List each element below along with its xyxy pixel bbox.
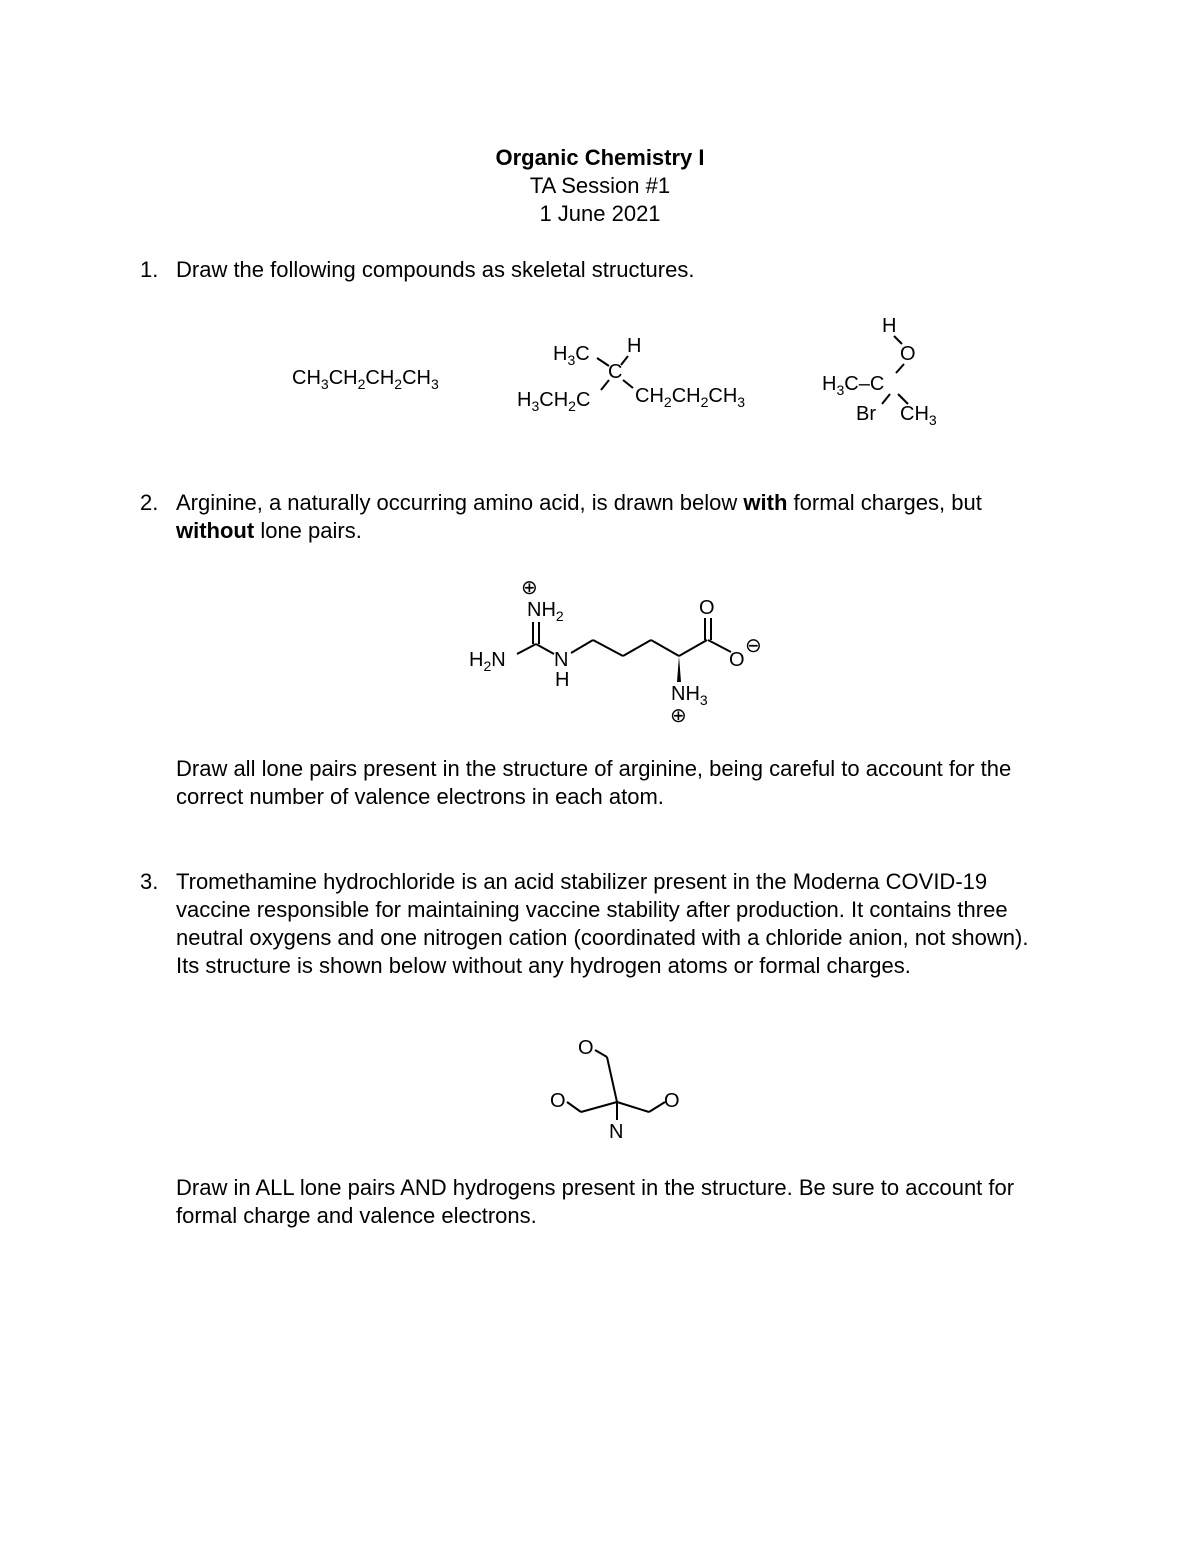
- svg-text:NH3: $NH_3$: [671, 683, 708, 708]
- tromethamine-structure: [545, 1030, 695, 1145]
- question-text: Tromethamine hydrochloride is an acid stabilizer present in the Moderna COVID-19 vaccine responsible for maintaining vaccine stability after production. It contains three neutral oxygens and one nitrogen cation (coordinated with a chloride anion, not shown). Its structure is shown below without any hydrogen atoms or formal charges.: [176, 869, 1029, 978]
- svg-text:CH2CH2CH3: $CH_2CH_2CH_3$: [635, 385, 746, 410]
- svg-text:N: N: [554, 649, 569, 671]
- question-number: 2.: [140, 490, 159, 515]
- svg-text:O: O: [900, 343, 916, 365]
- svg-text:H: H: [555, 669, 570, 691]
- svg-text:C: C: [608, 361, 623, 383]
- session-label: TA Session #1: [529, 173, 671, 198]
- branched-alkane-structure: [515, 330, 775, 420]
- svg-text:CH3: $CH_3$: [900, 403, 937, 428]
- svg-text:O: O: [664, 1090, 680, 1112]
- document-title: Organic Chemistry I: [495, 145, 705, 170]
- svg-text:O: O: [578, 1037, 594, 1059]
- svg-text:H: H: [627, 335, 642, 357]
- svg-text:O: O: [699, 597, 715, 619]
- svg-text:H: H: [882, 315, 897, 337]
- question-text: Draw the following compounds as skeletal structures.: [176, 257, 695, 282]
- bromo-alcohol-structure: [820, 310, 970, 430]
- svg-text:H3C–C: $H_3C-C$: [822, 373, 885, 398]
- svg-text:CH3CH2CH2CH3: $CH_3CH_2CH_2CH_3$: [292, 367, 439, 392]
- question-text: Arginine, a naturally occurring amino acid, is drawn below with formal charges, but without lone pairs.: [176, 490, 982, 543]
- svg-text:⊕: ⊕: [521, 577, 538, 599]
- svg-text:Br: Br: [856, 403, 876, 425]
- svg-text:H2N: $H_2N$: [469, 649, 506, 674]
- svg-text:H3C: $H_3C$: [553, 343, 590, 368]
- svg-text:O: O: [729, 649, 745, 671]
- svg-text:H3CH2C: $H_3CH_2C$: [517, 389, 591, 414]
- svg-text:N: N: [609, 1121, 624, 1143]
- session-date: 1 June 2021: [539, 201, 661, 226]
- svg-text:⊕: ⊕: [670, 705, 687, 727]
- butane-structure: [290, 360, 480, 400]
- svg-text:O: O: [550, 1090, 566, 1112]
- svg-text:⊖: ⊖: [745, 635, 762, 657]
- arginine-structure: [465, 570, 785, 730]
- question-3-followup: Draw in ALL lone pairs AND hydrogens present in the structure. Be sure to account for formal charge and valence electrons.: [176, 1175, 1015, 1228]
- question-2-followup: Draw all lone pairs present in the structure of arginine, being careful to account for the correct number of valence electrons in each atom.: [176, 756, 1012, 809]
- svg-text:NH2: $NH_2$: [527, 599, 564, 624]
- question-number: 3.: [140, 869, 159, 894]
- question-number: 1.: [140, 257, 159, 282]
